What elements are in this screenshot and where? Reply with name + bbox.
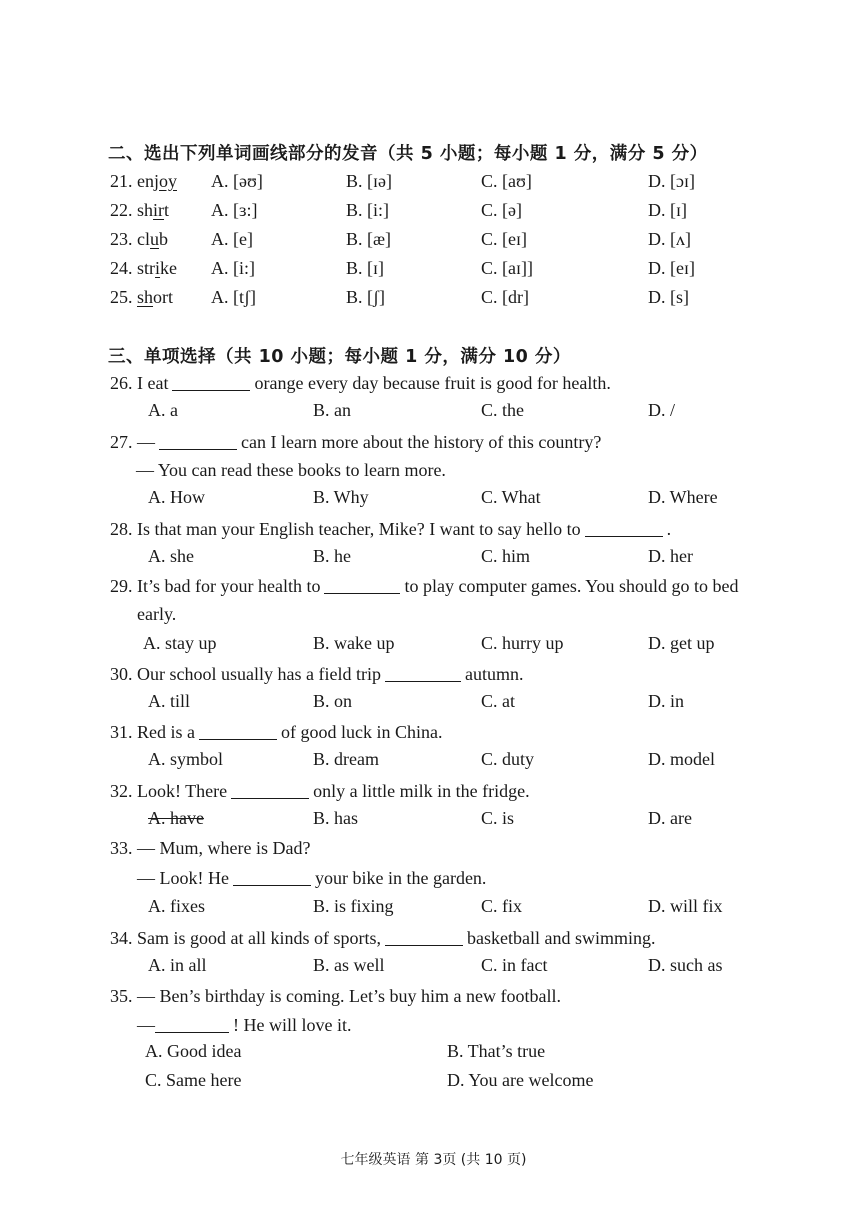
options-30: [0, 691, 867, 719]
answer-blank: [324, 575, 400, 594]
question-number: 26.: [110, 373, 133, 393]
option-d[interactable]: D. are: [648, 808, 692, 828]
phonetics-item: [0, 258, 867, 286]
option-b[interactable]: B. [ʃ]: [346, 287, 385, 307]
option-b[interactable]: B. has: [313, 808, 358, 828]
question-34: [0, 927, 867, 955]
question-number: 32.: [110, 781, 133, 801]
question-word: [110, 229, 168, 250]
section-3-title: 三、单项选择（共 10 小题；每小题 1 分，满分 10 分）: [108, 347, 571, 367]
answer-blank: [233, 867, 311, 886]
answer-blank: [155, 1014, 229, 1033]
option-a[interactable]: A. Good idea: [145, 1041, 242, 1061]
option-a[interactable]: A. [e]: [211, 229, 253, 249]
question-text: Look! There: [137, 781, 228, 801]
question-33-reply: [0, 867, 867, 895]
word-part: str: [137, 258, 155, 278]
underlined-part: sh: [137, 287, 154, 307]
question-word: [110, 171, 177, 192]
page-footer: 七年级英语 第 3页 (共 10 页): [340, 1152, 527, 1168]
question-number: 35.: [110, 986, 133, 1006]
option-d[interactable]: D. [eɪ]: [648, 258, 695, 278]
option-a[interactable]: A. [ɜ:]: [211, 200, 258, 220]
option-b[interactable]: B. as well: [313, 955, 385, 975]
option-c[interactable]: C. him: [481, 546, 531, 566]
option-d[interactable]: D. get up: [648, 633, 715, 653]
word-part: enj: [137, 171, 159, 191]
question-number: 23.: [110, 229, 133, 249]
word-part: b: [159, 229, 168, 249]
options-27: [0, 487, 867, 515]
question-text-cont: to play computer games. You should go to bed: [404, 576, 739, 596]
option-d[interactable]: D. [ʌ]: [648, 229, 691, 249]
option-d[interactable]: D. Where: [648, 487, 718, 507]
options-33: [0, 896, 867, 924]
question-word: [110, 258, 177, 279]
option-b[interactable]: B. [ɪ]: [346, 258, 384, 278]
option-d[interactable]: D. her: [648, 546, 693, 566]
option-b[interactable]: B. he: [313, 546, 351, 566]
underlined-part: u: [150, 229, 159, 249]
word-part: sh: [137, 200, 154, 220]
options-35-row2: [0, 1070, 867, 1098]
answer-blank: [159, 431, 237, 450]
reply-line: — Look! He: [137, 868, 229, 888]
question-number: 24.: [110, 258, 133, 278]
option-a[interactable]: A. symbol: [148, 749, 224, 769]
option-b[interactable]: B. wake up: [313, 633, 395, 653]
option-c[interactable]: C. hurry up: [481, 633, 564, 653]
option-d[interactable]: D. [ɔɪ]: [648, 171, 695, 191]
answer-blank: [231, 780, 309, 799]
options-34: [0, 955, 867, 983]
answer-blank: [199, 721, 277, 740]
question-number: 22.: [110, 200, 133, 220]
question-text: I eat: [137, 373, 169, 393]
option-b[interactable]: B. That’s true: [447, 1041, 546, 1061]
word-part: ort: [153, 287, 174, 307]
option-b[interactable]: B. [æ]: [346, 229, 391, 249]
question-text-cont: of good luck in China.: [281, 722, 443, 742]
question-number: 31.: [110, 722, 133, 742]
options-31: [0, 749, 867, 777]
option-c[interactable]: C. the: [481, 400, 524, 420]
question-35-reply: [0, 1014, 867, 1042]
option-b[interactable]: B. an: [313, 400, 351, 420]
reply-line-cont: your bike in the garden.: [314, 868, 487, 888]
reply-line-cont: ! He will love it.: [233, 1015, 352, 1035]
option-a[interactable]: A. [əʊ]: [211, 171, 263, 191]
answer-blank: [385, 663, 461, 682]
option-c[interactable]: C. [dr]: [481, 287, 529, 307]
question-text: — Ben’s birthday is coming. Let’s buy him a new football.: [137, 986, 561, 1006]
question-29-cont: [0, 604, 867, 632]
question-number: 33.: [110, 838, 133, 858]
question-31: [0, 721, 867, 749]
question-35: [0, 986, 867, 1014]
phonetics-item: [0, 200, 867, 228]
reply-line: —: [137, 1015, 155, 1035]
question-text-cont: early.: [137, 604, 177, 624]
word-part: cl: [137, 229, 150, 249]
question-number: 21.: [110, 171, 133, 191]
option-c[interactable]: C. in fact: [481, 955, 548, 975]
answer-blank: [385, 927, 463, 946]
question-26: [0, 372, 867, 400]
option-b[interactable]: B. dream: [313, 749, 379, 769]
option-c[interactable]: C. [aɪ]]: [481, 258, 533, 278]
option-d[interactable]: D. in: [648, 691, 684, 711]
question-number: 27.: [110, 432, 133, 452]
question-29: [0, 575, 867, 603]
option-a[interactable]: A. [i:]: [211, 258, 255, 278]
option-b[interactable]: B. Why: [313, 487, 369, 507]
reply-line: — You can read these books to learn more.: [136, 460, 446, 480]
options-35-row1: [0, 1041, 867, 1069]
question-word: [110, 200, 169, 221]
options-28: [0, 546, 867, 574]
option-d[interactable]: D. will fix: [648, 896, 723, 916]
option-c[interactable]: C. [aʊ]: [481, 171, 532, 191]
option-d[interactable]: D. [s]: [648, 287, 689, 307]
options-26: [0, 400, 867, 428]
option-c[interactable]: C. duty: [481, 749, 535, 769]
question-text-cont: basketball and swimming.: [467, 928, 656, 948]
option-d[interactable]: D. You are welcome: [447, 1070, 594, 1090]
underlined-part: i: [155, 258, 161, 278]
options-29: [0, 633, 867, 661]
option-a[interactable]: A. she: [148, 546, 194, 566]
underlined-part: ir: [153, 200, 165, 220]
option-a[interactable]: A. a: [148, 400, 178, 420]
section-2-title: 二、选出下列单词画线部分的发音（共 5 小题；每小题 1 分，满分 5 分）: [108, 144, 708, 164]
question-text-cont: orange every day because fruit is good for health.: [254, 373, 611, 393]
question-text: Red is a: [137, 722, 195, 742]
question-33: [0, 838, 867, 866]
question-number: 25.: [110, 287, 133, 307]
question-number: 28.: [110, 519, 133, 539]
option-c[interactable]: C. is: [481, 808, 515, 828]
option-a[interactable]: A. fixes: [148, 896, 205, 916]
option-a[interactable]: A. till: [148, 691, 191, 711]
option-c[interactable]: C. fix: [481, 896, 523, 916]
question-text-cont: autumn.: [464, 664, 524, 684]
option-a[interactable]: A. [tʃ]: [211, 287, 256, 307]
question-text: Is that man your English teacher, Mike? I want to say hello to: [137, 519, 581, 539]
answer-blank: [172, 372, 250, 391]
option-a[interactable]: A. stay up: [143, 633, 217, 653]
phonetics-item: [0, 229, 867, 257]
question-text: — Mum, where is Dad?: [137, 838, 311, 858]
question-text-cont: can I learn more about the history of this country?: [241, 432, 602, 452]
option-b[interactable]: B. [ɪə]: [346, 171, 392, 191]
option-d[interactable]: D. such as: [648, 955, 723, 975]
question-27: [0, 431, 867, 459]
option-d[interactable]: D. model: [648, 749, 715, 769]
option-d[interactable]: D. /: [648, 400, 675, 420]
option-d[interactable]: D. [ɪ]: [648, 200, 687, 220]
answer-blank: [585, 518, 663, 537]
question-word: [110, 287, 173, 308]
question-27-reply: [0, 460, 867, 488]
option-b[interactable]: B. on: [313, 691, 353, 711]
word-part: ke: [160, 258, 178, 278]
option-a[interactable]: A. How: [148, 487, 205, 507]
word-part: t: [164, 200, 170, 220]
option-c[interactable]: C. [eɪ]: [481, 229, 527, 249]
question-text-cont: .: [666, 519, 672, 539]
question-number: 29.: [110, 576, 133, 596]
option-a-crossed-out[interactable]: A. have: [148, 808, 204, 828]
question-text: It’s bad for your health to: [137, 576, 321, 596]
option-c[interactable]: C. at: [481, 691, 515, 711]
question-number: 34.: [110, 928, 133, 948]
option-c[interactable]: C. [ə]: [481, 200, 522, 220]
option-c[interactable]: C. Same here: [145, 1070, 242, 1090]
question-28: [0, 518, 867, 546]
options-32: [0, 808, 867, 836]
option-b[interactable]: B. is fixing: [313, 896, 394, 916]
question-text: Sam is good at all kinds of sports,: [137, 928, 381, 948]
question-number: 30.: [110, 664, 133, 684]
underlined-part: oy: [159, 171, 177, 191]
question-30: [0, 663, 867, 691]
question-text: Our school usually has a field trip: [137, 664, 381, 684]
option-a[interactable]: A. in all: [148, 955, 207, 975]
phonetics-item: [0, 171, 867, 199]
phonetics-item: [0, 287, 867, 315]
option-c[interactable]: C. What: [481, 487, 541, 507]
option-b[interactable]: B. [i:]: [346, 200, 389, 220]
question-text-cont: only a little milk in the fridge.: [313, 781, 530, 801]
question-32: [0, 780, 867, 808]
question-text: —: [137, 432, 155, 452]
